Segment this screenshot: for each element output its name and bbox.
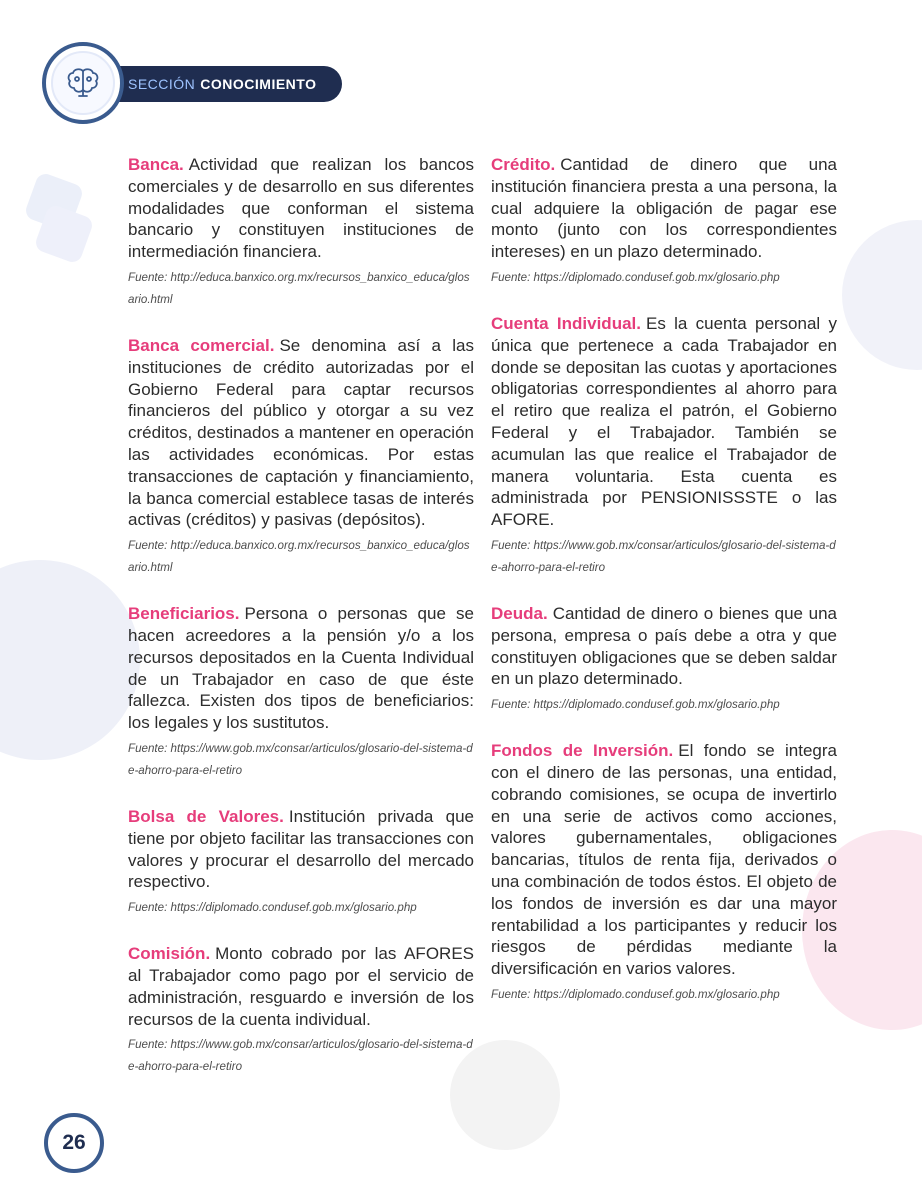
entry-text [491, 154, 837, 263]
section-title: CONOCIMIENTO [200, 76, 317, 92]
glossary-column-left [128, 154, 474, 1102]
glossary-entry [491, 154, 837, 289]
glossary-entry [491, 313, 837, 579]
page-number: 26 [44, 1113, 104, 1173]
glossary-entry [128, 603, 474, 782]
entry-term: Crédito. [491, 155, 556, 174]
entry-term: Deuda. [491, 603, 548, 623]
section-banner [112, 66, 342, 102]
entry-definition: El fondo se integra con el dinero de las personas, una entidad, cobrando comisiones, se ocupa de invertirlo en una serie de activos como acciones, valores gubernamentales, obligaciones bancarias, títulos de renta fija, derivados o una combinación de todos éstos. El objeto de los fondos de inversión es dar una mayor rentabilidad a los participantes y reducir los riesgos de pérdidas mediante la diversificación en varios valores. [491, 741, 838, 979]
entry-definition: Monto cobrado por las AFORES al Trabajador como pago por el servicio de administración, resguardo e inversión de los recursos de la cuenta individual. [128, 944, 474, 1029]
entry-definition: Es la cuenta personal y única que pertenece a cada Trabajador en donde se depositan las cuotas y aportaciones obligatorias correspondientes al ahorro para el retiro que realiza el patrón, el Gobierno Federal y el Trabajador. También se acumulan las que realice el Trabajador de manera voluntaria. Esta cuenta es administrada por PENSIONISSSTE o las AFORE. [491, 313, 837, 530]
entry-definition: Institución privada que tiene por objeto facilitar las transacciones con valores y procurar el desarrollo del mercado respectivo. [128, 806, 474, 892]
entry-term: Banca comercial. [128, 335, 275, 355]
entry-text [491, 603, 837, 690]
entry-source: Fuente: https://diplomado.condusef.gob.mx/glosario.php [491, 698, 780, 712]
glossary-entry [491, 740, 837, 1006]
glossary-entry [128, 806, 474, 919]
entry-source: Fuente: https://diplomado.condusef.gob.mx/glosario.php [491, 270, 780, 284]
entry-text [491, 313, 837, 531]
entry-source: Fuente: https://diplomado.condusef.gob.mx/glosario.php [491, 987, 780, 1001]
entry-source: Fuente: https://www.gob.mx/consar/articulos/glosario-del-sistema-de-ahorro-para-el-retiro [128, 741, 473, 777]
entry-source: Fuente: https://www.gob.mx/consar/articulos/glosario-del-sistema-de-ahorro-para-el-retiro [491, 538, 836, 574]
entry-text [128, 806, 474, 893]
entry-term: Fondos de Inversión. [491, 741, 674, 761]
background-circle [0, 560, 140, 760]
section-header [42, 42, 362, 142]
entry-source: Fuente: http://educa.banxico.org.mx/recursos_banxico_educa/glosario.html [128, 270, 470, 306]
entry-source: Fuente: http://educa.banxico.org.mx/recursos_banxico_educa/glosario.html [128, 539, 470, 575]
background-circle [842, 220, 922, 370]
section-label: SECCIÓN [128, 76, 196, 92]
entry-source: Fuente: https://www.gob.mx/consar/articulos/glosario-del-sistema-de-ahorro-para-el-retiro [128, 1038, 473, 1074]
entry-source: Fuente: https://diplomado.condusef.gob.mx/glosario.php [128, 901, 417, 915]
entry-term: Beneficiarios. [128, 604, 240, 624]
entry-definition: Cantidad de dinero o bienes que una persona, empresa o país debe a otra y que constituyen obligaciones que se deben saldar en un plazo determinado. [491, 603, 837, 689]
section-emblem [42, 42, 124, 124]
entry-text [128, 943, 474, 1030]
glossary-entry [128, 335, 474, 579]
entry-definition: Cantidad de dinero que una institución financiera presta a una persona, la cual adquiere la obligación de pagar ese monto (junto con los correspondientes intereses) en un plazo determinado. [491, 155, 837, 262]
entry-term: Comisión. [128, 944, 211, 964]
entry-text [128, 154, 474, 263]
glossary-entry [128, 154, 474, 311]
glossary-entry [491, 603, 837, 716]
entry-term: Bolsa de Valores. [128, 806, 284, 826]
entry-definition: Actividad que realizan los bancos comerciales y de desarrollo en sus diferentes modalidades que conforman el sistema bancario y constituyen instituciones de intermediación financiera. [128, 155, 474, 262]
entry-definition: Se denomina así a las instituciones de crédito autorizadas por el Gobierno Federal para captar recursos financieros del público y otorgar a su vez créditos, destinados a mantener en operación las actividades económicas. Por estas transacciones de captación y financiamiento, la banca comercial establece tasas de interés activas (créditos) y pasivas (depósitos). [128, 335, 474, 530]
entry-text [128, 335, 474, 531]
brain-icon [51, 51, 115, 115]
entry-text [491, 740, 837, 980]
entry-term: Cuenta Individual. [491, 313, 641, 333]
entry-definition: Persona o personas que se hacen acreedores a la pensión y/o a los recursos depositados en la Cuenta Individual de un Trabajador en caso de que éste fallezca. Existen dos tipos de beneficiarios: los legales y los sustitutos. [128, 604, 474, 733]
glossary-entry [128, 943, 474, 1078]
entry-text [128, 603, 474, 734]
entry-term: Banca. [128, 155, 184, 174]
glossary-column-right [491, 154, 837, 1030]
